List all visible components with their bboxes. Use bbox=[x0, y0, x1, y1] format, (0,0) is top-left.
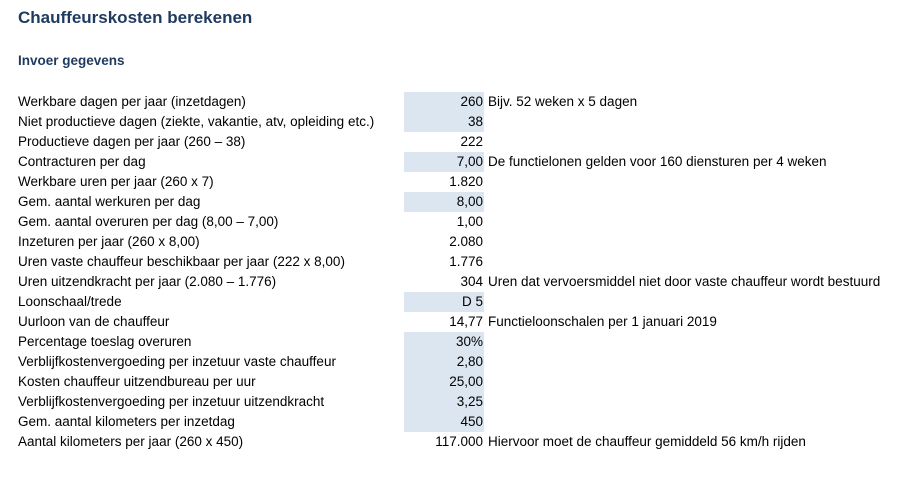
input-cell[interactable]: 38 bbox=[404, 112, 484, 132]
table-row bbox=[0, 432, 921, 452]
row-label: Percentage toeslag overuren bbox=[18, 334, 192, 349]
table-row bbox=[0, 332, 921, 352]
section-title: Invoer gegevens bbox=[18, 53, 125, 68]
table-row bbox=[0, 192, 921, 212]
input-cell[interactable]: 3,25 bbox=[404, 392, 484, 412]
row-note: Bijv. 52 weken x 5 dagen bbox=[488, 94, 638, 109]
table-row bbox=[0, 412, 921, 432]
row-label: Uurloon van de chauffeur bbox=[18, 314, 170, 329]
row-label: Werkbare dagen per jaar (inzetdagen) bbox=[18, 94, 246, 109]
input-cell[interactable]: 260 bbox=[404, 92, 484, 112]
row-label: Inzeturen per jaar (260 x 8,00) bbox=[18, 234, 200, 249]
input-table bbox=[0, 92, 921, 452]
table-row bbox=[0, 372, 921, 392]
calculated-cell: 1.820 bbox=[449, 174, 483, 189]
row-label: Loonschaal/trede bbox=[18, 294, 122, 309]
table-row bbox=[0, 132, 921, 152]
row-note: De functielonen gelden voor 160 diensturen per 4 weken bbox=[488, 154, 827, 169]
table-row bbox=[0, 172, 921, 192]
row-label: Uren vaste chauffeur beschikbaar per jaar (222 x 8,00) bbox=[18, 254, 345, 269]
input-cell[interactable]: D 5 bbox=[404, 292, 484, 312]
calculated-cell: 14,77 bbox=[449, 314, 483, 329]
row-label: Gem. aantal overuren per dag (8,00 – 7,00) bbox=[18, 214, 279, 229]
input-cell[interactable]: 450 bbox=[404, 412, 484, 432]
table-row bbox=[0, 272, 921, 292]
row-note: Uren dat vervoersmiddel niet door vaste chauffeur wordt bestuurd bbox=[488, 274, 881, 289]
row-label: Verblijfkostenvergoeding per inzetuur uitzendkracht bbox=[18, 394, 325, 409]
table-row bbox=[0, 312, 921, 332]
row-label: Verblijfkostenvergoeding per inzetuur vaste chauffeur bbox=[18, 354, 336, 369]
row-label: Productieve dagen per jaar (260 – 38) bbox=[18, 134, 246, 149]
calculated-cell: 2.080 bbox=[449, 234, 483, 249]
table-row bbox=[0, 292, 921, 312]
row-label: Niet productieve dagen (ziekte, vakantie, atv, opleiding etc.) bbox=[18, 114, 375, 129]
row-note: Hiervoor moet de chauffeur gemiddeld 56 km/h rijden bbox=[488, 434, 806, 449]
row-label: Contracturen per dag bbox=[18, 154, 146, 169]
input-cell[interactable]: 8,00 bbox=[404, 192, 484, 212]
input-cell[interactable]: 7,00 bbox=[404, 152, 484, 172]
row-label: Gem. aantal werkuren per dag bbox=[18, 194, 201, 209]
table-row bbox=[0, 252, 921, 272]
row-label: Kosten chauffeur uitzendbureau per uur bbox=[18, 374, 256, 389]
row-label: Uren uitzendkracht per jaar (2.080 – 1.776) bbox=[18, 274, 277, 289]
row-note: Functieloonschalen per 1 januari 2019 bbox=[488, 314, 717, 329]
input-cell[interactable]: 25,00 bbox=[404, 372, 484, 392]
calculated-cell: 1.776 bbox=[449, 254, 483, 269]
calculated-cell: 304 bbox=[460, 274, 483, 289]
table-row bbox=[0, 232, 921, 252]
table-row bbox=[0, 352, 921, 372]
table-row bbox=[0, 212, 921, 232]
table-row bbox=[0, 92, 921, 112]
row-label: Gem. aantal kilometers per inzetdag bbox=[18, 414, 235, 429]
calculated-cell: 1,00 bbox=[456, 214, 483, 229]
table-row bbox=[0, 152, 921, 172]
row-label: Werkbare uren per jaar (260 x 7) bbox=[18, 174, 214, 189]
input-cell[interactable]: 30% bbox=[404, 332, 484, 352]
calculated-cell: 222 bbox=[460, 134, 483, 149]
row-label: Aantal kilometers per jaar (260 x 450) bbox=[18, 434, 244, 449]
page-title: Chauffeurskosten berekenen bbox=[18, 8, 253, 27]
table-row bbox=[0, 112, 921, 132]
input-cell[interactable]: 2,80 bbox=[404, 352, 484, 372]
calculated-cell: 117.000 bbox=[435, 434, 483, 449]
table-row bbox=[0, 392, 921, 412]
